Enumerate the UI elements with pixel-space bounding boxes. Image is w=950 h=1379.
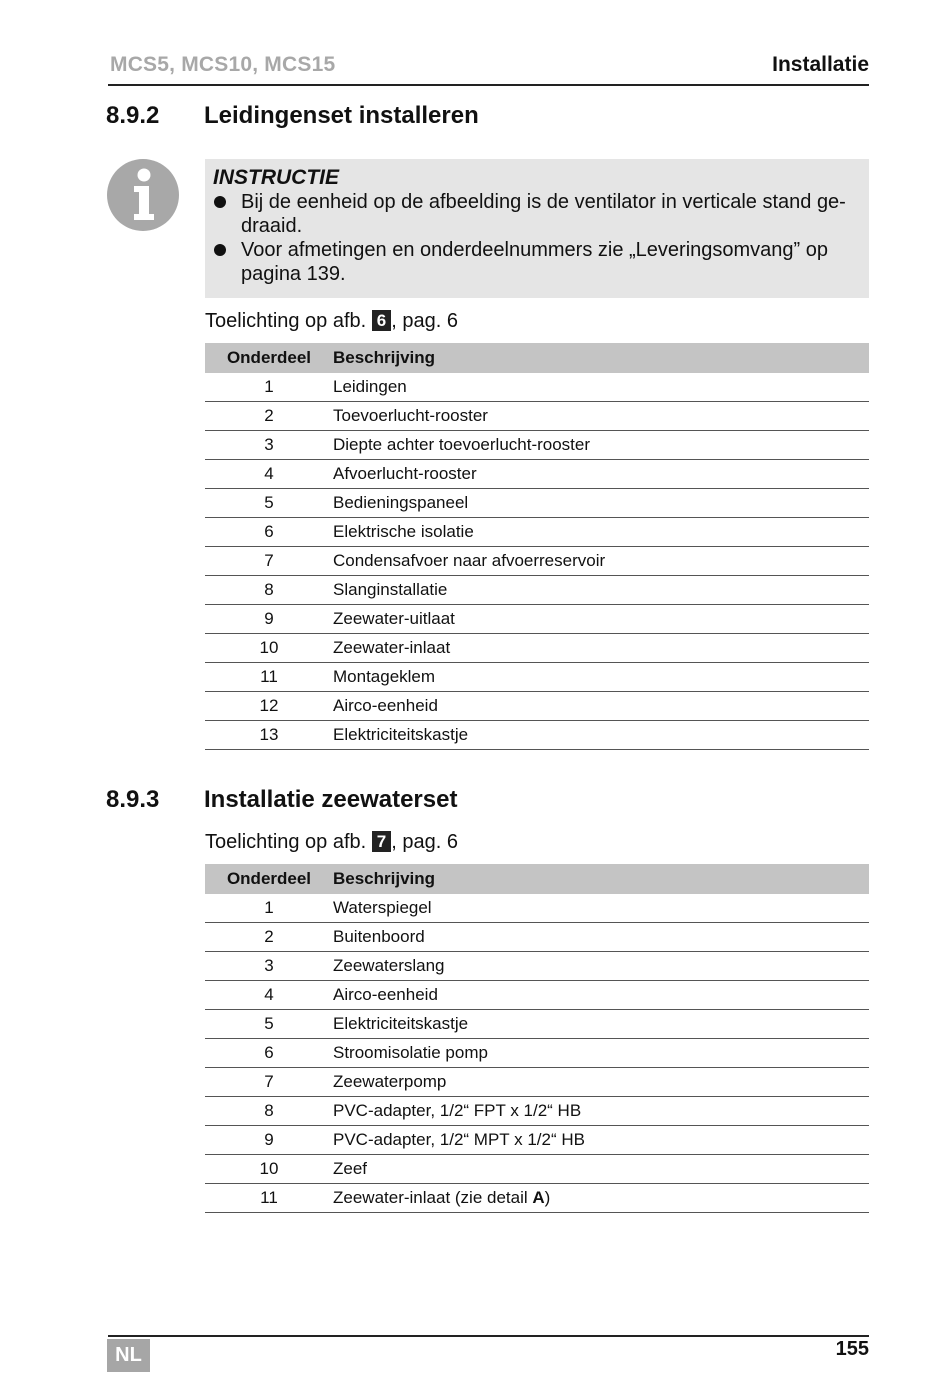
table-row — [205, 952, 869, 981]
part-number-cell: 2 — [205, 402, 333, 431]
header-models: MCS5, MCS10, MCS15 — [110, 53, 336, 76]
description-cell: Montageklem — [333, 663, 869, 692]
description-cell: Zeef — [333, 1155, 869, 1184]
part-number-cell: 3 — [205, 952, 333, 981]
part-number-cell: 9 — [205, 605, 333, 634]
part-number-cell: 1 — [205, 894, 333, 923]
description-cell: Leidingen — [333, 373, 869, 402]
part-number-cell: 10 — [205, 634, 333, 663]
description-cell: Airco-eenheid — [333, 692, 869, 721]
parts-table-leidingenset — [205, 343, 869, 750]
description-cell: Afvoerlucht-rooster — [333, 460, 869, 489]
header-section: Installatie — [772, 53, 869, 76]
description-cell: Toevoerlucht-rooster — [333, 402, 869, 431]
table-row — [205, 1155, 869, 1184]
table-row — [205, 1097, 869, 1126]
part-number-cell: 4 — [205, 460, 333, 489]
description-cell: Airco-eenheid — [333, 981, 869, 1010]
description-cell: Slanginstallatie — [333, 576, 869, 605]
note-item-text: Voor afmetingen en onderdeelnummers zie „Leveringsomvang” op pagina 139. — [241, 239, 829, 285]
description-cell: Bedieningspaneel — [333, 489, 869, 518]
description-cell: Zeewaterpomp — [333, 1068, 869, 1097]
part-number-cell: 6 — [205, 1039, 333, 1068]
description-cell: Diepte achter toevoerlucht-rooster — [333, 431, 869, 460]
description-cell: Zeewaterslang — [333, 952, 869, 981]
table-row — [205, 547, 869, 576]
bullet-icon — [214, 244, 226, 256]
table-row — [205, 1039, 869, 1068]
description-cell: Waterspiegel — [333, 894, 869, 923]
part-number-cell: 3 — [205, 431, 333, 460]
caption-prefix: Toelichting op afb. — [205, 310, 367, 332]
table-row — [205, 431, 869, 460]
caption-prefix: Toelichting op afb. — [205, 831, 367, 853]
part-number-cell: 9 — [205, 1126, 333, 1155]
footer-divider — [108, 1335, 869, 1337]
table-row — [205, 721, 869, 750]
description-cell: Elektriciteitskastje — [333, 1010, 869, 1039]
description-cell: Zeewater-inlaat — [333, 634, 869, 663]
part-number-cell: 12 — [205, 692, 333, 721]
part-number-cell: 1 — [205, 373, 333, 402]
table-row — [205, 402, 869, 431]
caption-suffix: , pag. 6 — [391, 310, 458, 332]
table-row — [205, 692, 869, 721]
table-row — [205, 634, 869, 663]
table-row — [205, 894, 869, 923]
note-label: INSTRUCTIE — [213, 166, 339, 189]
figure-number-badge: 7 — [372, 831, 391, 852]
description-cell: Zeewater-inlaat (zie detail A) — [333, 1184, 869, 1213]
part-number-cell: 6 — [205, 518, 333, 547]
table-row — [205, 1184, 869, 1213]
description-cell: Stroomisolatie pomp — [333, 1039, 869, 1068]
part-number-cell: 5 — [205, 1010, 333, 1039]
language-badge: NL — [107, 1339, 150, 1372]
part-number-cell: 8 — [205, 576, 333, 605]
note-item — [205, 190, 869, 238]
info-icon — [107, 159, 179, 231]
description-cell: Condensafvoer naar afvoerreservoir — [333, 547, 869, 576]
figure-caption-6 — [205, 310, 458, 333]
table-row — [205, 663, 869, 692]
table-row — [205, 1068, 869, 1097]
description-cell: Elektriciteitskastje — [333, 721, 869, 750]
note-item — [205, 238, 869, 286]
section-title: Installatie zeewaterset — [204, 786, 458, 813]
figure-number-badge: 6 — [372, 310, 391, 331]
part-number-cell: 4 — [205, 981, 333, 1010]
part-number-cell: 2 — [205, 923, 333, 952]
part-number-cell: 11 — [205, 1184, 333, 1213]
section-number: 8.9.2 — [106, 102, 160, 129]
table-row — [205, 605, 869, 634]
description-cell: Buitenboord — [333, 923, 869, 952]
table-row — [205, 1126, 869, 1155]
description-cell: Elektrische isolatie — [333, 518, 869, 547]
part-number-cell: 7 — [205, 1068, 333, 1097]
description-cell: PVC-adapter, 1/2“ FPT x 1/2“ HB — [333, 1097, 869, 1126]
parts-table-zeewaterset — [205, 864, 869, 1213]
page-header — [108, 52, 869, 86]
part-number-cell: 13 — [205, 721, 333, 750]
table-row — [205, 1010, 869, 1039]
table-row — [205, 923, 869, 952]
table-header-row — [205, 343, 869, 373]
section-number: 8.9.3 — [106, 786, 160, 813]
description-cell: PVC-adapter, 1/2“ MPT x 1/2“ HB — [333, 1126, 869, 1155]
part-number-cell: 7 — [205, 547, 333, 576]
column-header-part: Onderdeel — [205, 864, 333, 894]
column-header-part: Onderdeel — [205, 343, 333, 373]
part-number-cell: 8 — [205, 1097, 333, 1126]
instruction-note — [205, 159, 869, 298]
column-header-description: Beschrijving — [333, 864, 869, 894]
part-number-cell: 11 — [205, 663, 333, 692]
table-row — [205, 460, 869, 489]
table-header-row — [205, 864, 869, 894]
table-row — [205, 373, 869, 402]
part-number-cell: 10 — [205, 1155, 333, 1184]
table-row — [205, 489, 869, 518]
part-number-cell: 5 — [205, 489, 333, 518]
table-row — [205, 576, 869, 605]
section-title: Leidingenset installeren — [204, 102, 479, 129]
note-item-text: Bij de eenheid op de afbeelding is de ventilator in verticale stand ge-draaid. — [241, 191, 846, 237]
note-list — [205, 190, 869, 286]
table-row — [205, 518, 869, 547]
bullet-icon — [214, 196, 226, 208]
figure-caption-7 — [205, 831, 458, 854]
table-row — [205, 981, 869, 1010]
page-number: 155 — [835, 1338, 869, 1360]
caption-suffix: , pag. 6 — [391, 831, 458, 853]
description-cell: Zeewater-uitlaat — [333, 605, 869, 634]
column-header-description: Beschrijving — [333, 343, 869, 373]
